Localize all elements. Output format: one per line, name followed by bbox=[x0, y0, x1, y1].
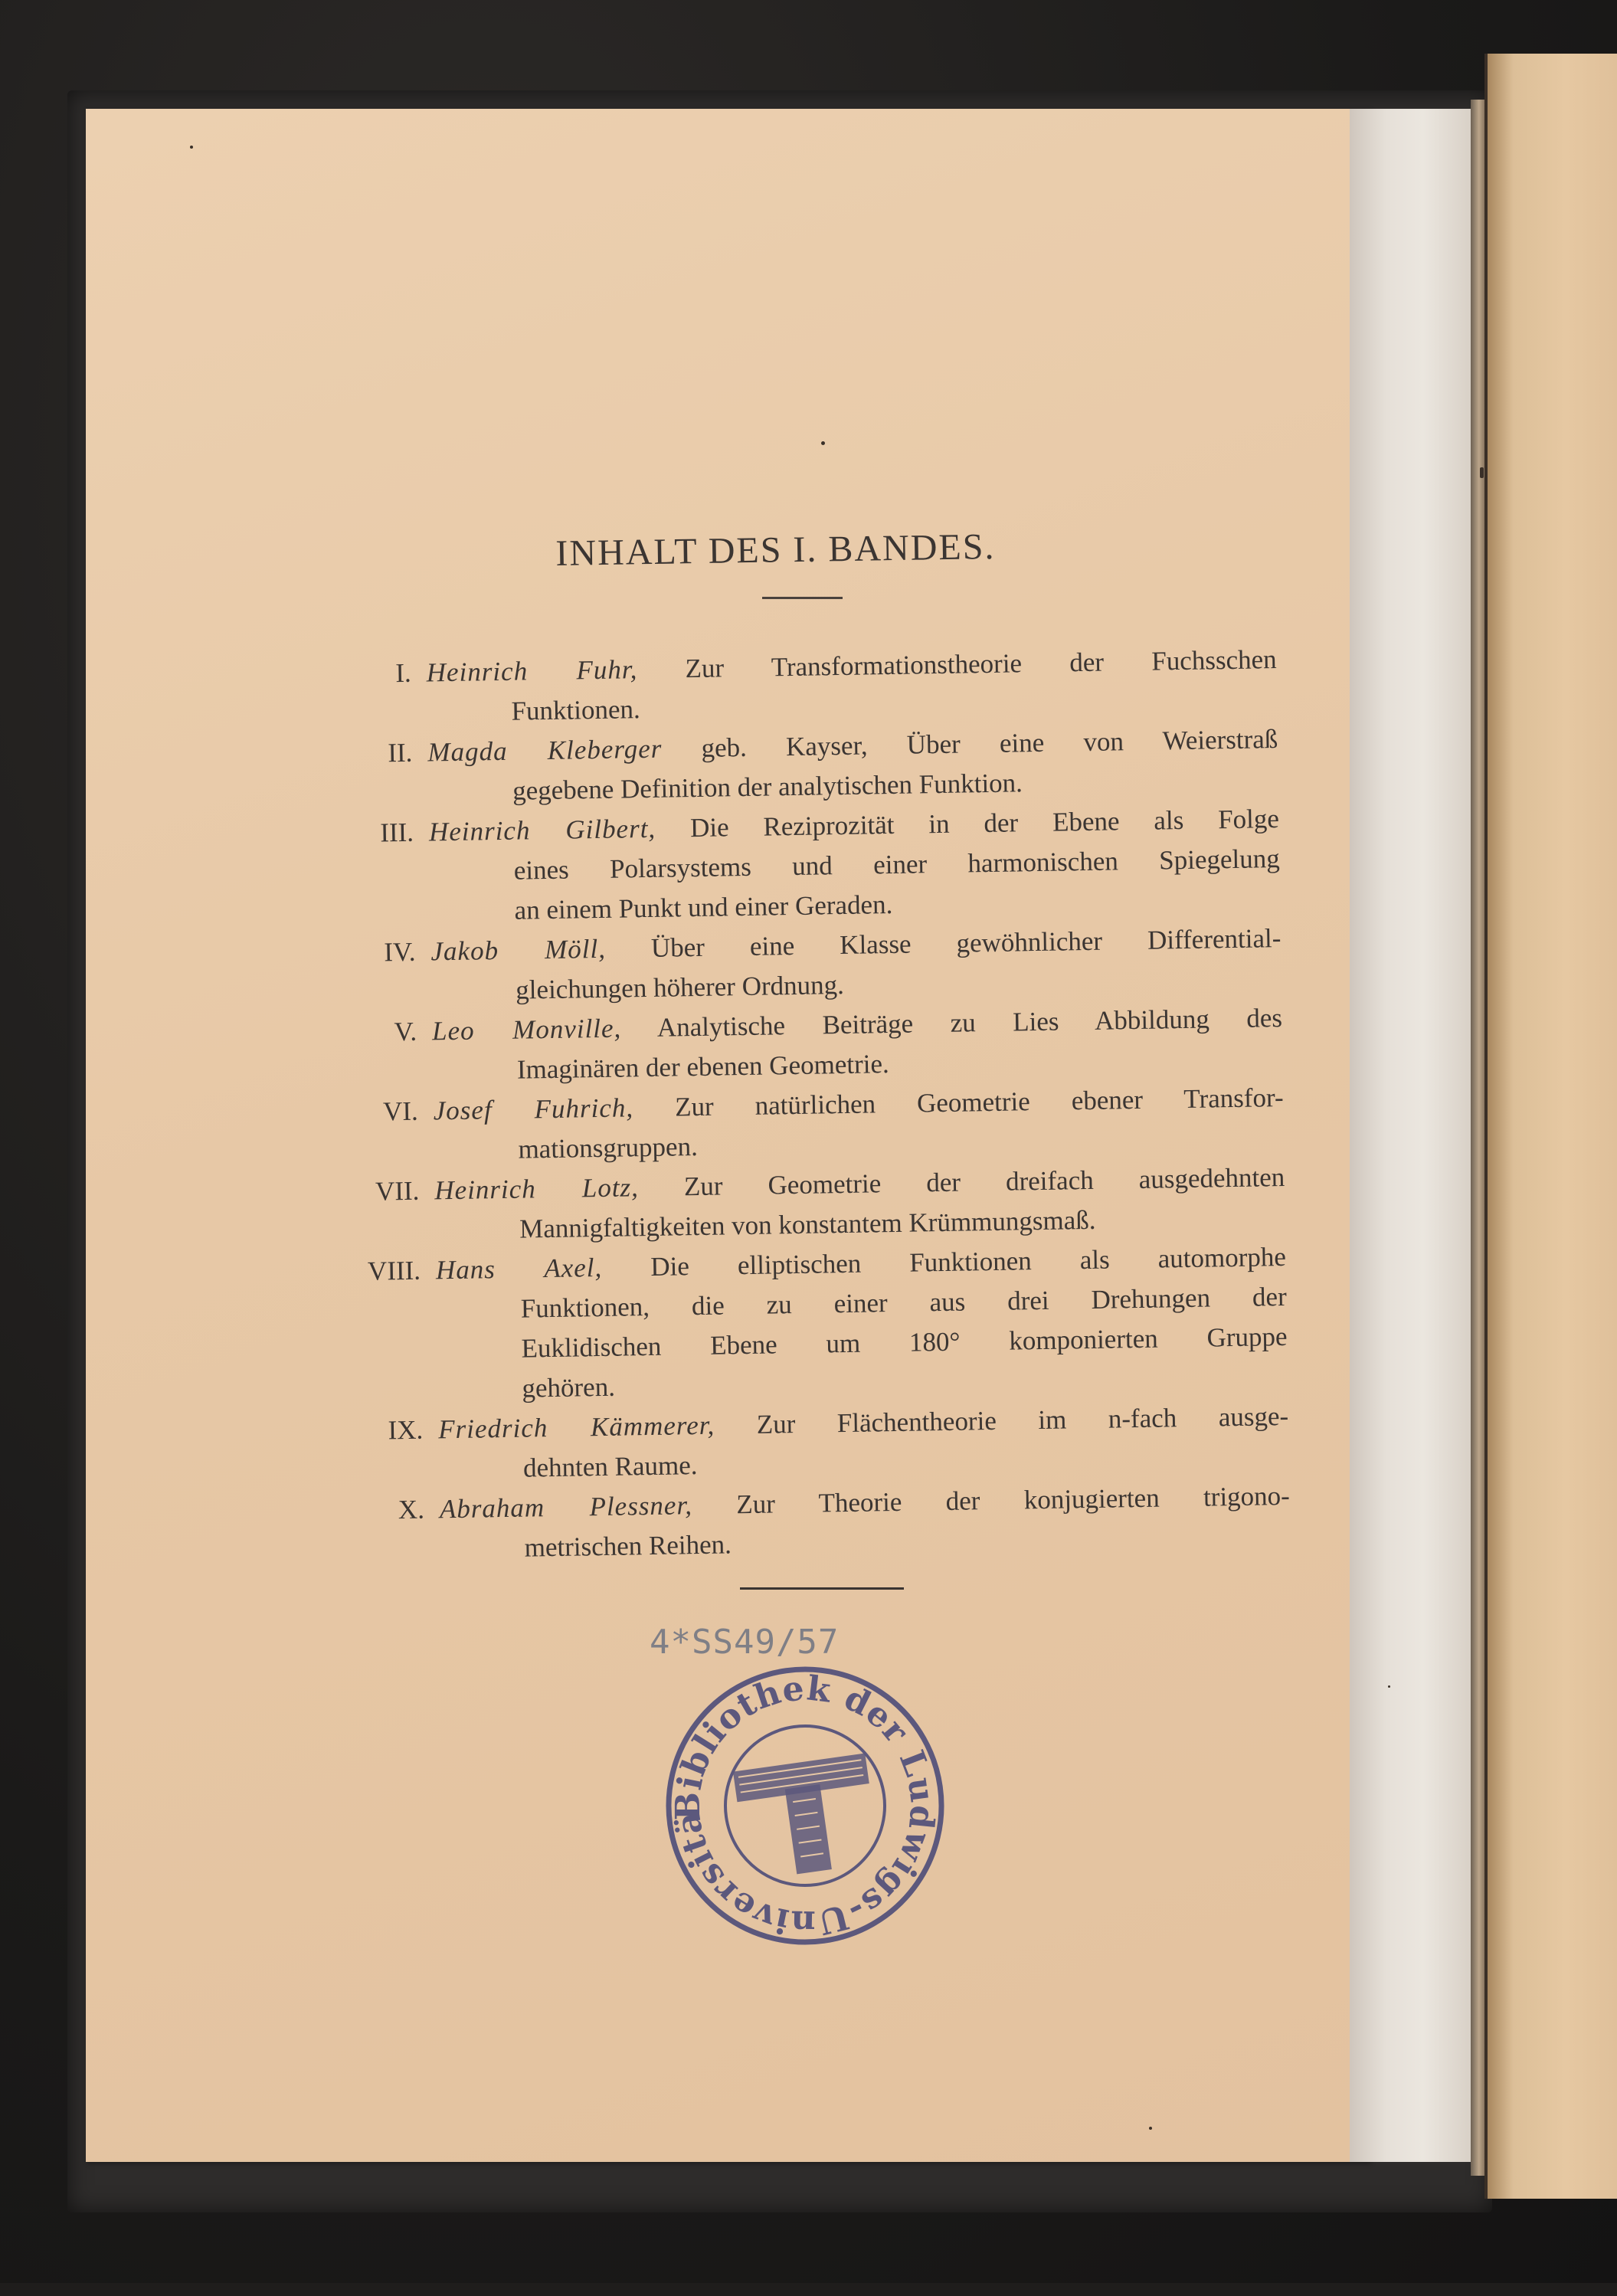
toc-line-text bbox=[440, 1481, 1290, 1525]
toc-line-text bbox=[434, 1162, 1285, 1206]
toc-entry-line bbox=[426, 644, 1276, 688]
toc-entry-number: VI. bbox=[382, 1096, 419, 1127]
toc-line-text bbox=[438, 1401, 1288, 1445]
toc-entry-line bbox=[434, 1162, 1285, 1206]
toc-line-text bbox=[513, 843, 1280, 886]
toc-author: Jakob Möll, bbox=[430, 933, 607, 967]
toc-entry-line bbox=[440, 1481, 1290, 1525]
toc-entry-line bbox=[514, 883, 1281, 926]
toc-entry-number: X. bbox=[398, 1494, 425, 1525]
toc-entry-line bbox=[523, 1441, 1290, 1484]
toc-entry-line bbox=[518, 1122, 1285, 1165]
toc-line-text bbox=[432, 1003, 1282, 1046]
toc-entry-line bbox=[427, 724, 1278, 768]
toc-line-text bbox=[519, 1202, 1286, 1245]
stamp-emblem bbox=[733, 1753, 880, 1881]
toc-line-text bbox=[516, 963, 1282, 1006]
toc-author: Josef Fuhrich, bbox=[433, 1092, 634, 1126]
toc-line-text bbox=[523, 1441, 1290, 1484]
toc-line-text bbox=[511, 684, 1278, 727]
toc-author: Hans Axel, bbox=[435, 1252, 603, 1286]
toc-title-text: Analytische Beiträge zu Lies Abbildung des bbox=[656, 1002, 1283, 1043]
toc-line-text bbox=[433, 1082, 1283, 1126]
toc-line-text bbox=[436, 1242, 1286, 1286]
toc-entry-number: IX. bbox=[388, 1414, 424, 1446]
toc-title-text: Imaginären der ebenen Geometrie. bbox=[516, 1049, 890, 1085]
toc-title-text: Zur Transformationstheorie der Fuchsschen bbox=[685, 644, 1277, 684]
paper-speck bbox=[1480, 467, 1484, 478]
toc-line-text bbox=[522, 1361, 1288, 1404]
toc-title-text: an einem Punkt und einer Geraden. bbox=[514, 889, 893, 925]
toc-author: Heinrich Fuhr, bbox=[426, 654, 638, 688]
toc-entry-line bbox=[521, 1322, 1288, 1364]
toc-entry-line bbox=[516, 963, 1282, 1006]
toc-line-text bbox=[520, 1282, 1287, 1325]
toc-entry-line bbox=[432, 1003, 1282, 1046]
library-stamp bbox=[663, 1664, 947, 1947]
toc-title-text: geb. Kayser, Über eine von Weierstraß bbox=[701, 724, 1278, 763]
toc-title-text: Funktionen. bbox=[511, 694, 641, 726]
paper-speck bbox=[190, 146, 193, 149]
toc-entry-number: VII. bbox=[375, 1175, 420, 1207]
toc-entry-line bbox=[524, 1521, 1291, 1564]
toc-title-text: gegebene Definition der analytischen Funktion. bbox=[512, 768, 1023, 806]
toc-entry-line bbox=[430, 923, 1281, 967]
toc-title-text: eines Polarsystems und einer harmonischen Spiegelung bbox=[513, 843, 1280, 886]
toc-entry-number: III. bbox=[379, 817, 414, 848]
toc-title-text: gleichungen höherer Ordnung. bbox=[515, 969, 845, 1005]
toc-author: Friedrich Kämmerer, bbox=[437, 1410, 715, 1445]
toc-entry-line bbox=[436, 1242, 1286, 1286]
toc-line-text bbox=[514, 883, 1281, 926]
toc-title-text: Zur Geometrie der dreifach ausgedehnten bbox=[683, 1161, 1285, 1202]
shelfmark-pencil-note: 4*SS49/57 bbox=[650, 1623, 840, 1662]
toc-line-text bbox=[524, 1521, 1291, 1564]
end-rule bbox=[740, 1587, 904, 1590]
toc-author: Abraham Plessner, bbox=[439, 1490, 693, 1525]
toc-title-text: metrischen Reihen. bbox=[524, 1529, 732, 1563]
toc-entry-line bbox=[522, 1361, 1288, 1404]
paper-speck bbox=[1388, 1685, 1390, 1688]
toc-line-text bbox=[521, 1322, 1288, 1364]
toc-line-text bbox=[517, 1043, 1284, 1086]
toc-entry-line bbox=[519, 1202, 1286, 1245]
toc-line-text bbox=[512, 764, 1279, 807]
toc-entry-line bbox=[438, 1401, 1288, 1445]
toc-title-text: Mannigfaltigkeiten von konstantem Krümmungsmaß. bbox=[519, 1204, 1096, 1244]
toc-title-text: Die Reziprozität in der Ebene als Folge bbox=[689, 804, 1280, 843]
toc-author: Leo Monville, bbox=[431, 1013, 622, 1046]
toc-entry-line bbox=[511, 684, 1278, 727]
toc-author: Heinrich Lotz, bbox=[434, 1172, 640, 1206]
toc-title-text: mationsgruppen. bbox=[518, 1131, 699, 1164]
toc-line-text bbox=[426, 644, 1276, 688]
toc-author: Heinrich Gilbert, bbox=[428, 813, 656, 847]
toc-title-text: Funktionen, die zu einer aus drei Drehungen der bbox=[520, 1281, 1287, 1324]
paper-speck bbox=[821, 441, 825, 445]
toc-title-text: Zur Flächentheorie im n-fach ausge- bbox=[756, 1400, 1289, 1440]
toc-entry-number: V. bbox=[394, 1016, 417, 1047]
paper-speck bbox=[1149, 2127, 1152, 2130]
toc-entry-number: VIII. bbox=[367, 1255, 421, 1286]
toc-entry-line bbox=[429, 804, 1279, 847]
toc-entry-line bbox=[433, 1082, 1283, 1126]
toc-entry-line bbox=[520, 1282, 1287, 1325]
toc-entry-line bbox=[513, 843, 1280, 886]
toc-author: Magda Kleberger bbox=[427, 733, 663, 768]
toc-entry-line bbox=[512, 764, 1279, 807]
toc-entry-number: II. bbox=[388, 737, 413, 768]
toc-line-text bbox=[429, 804, 1279, 847]
toc-title-text: Zur Theorie der konjugierten trigono- bbox=[735, 1480, 1291, 1520]
toc-title-text: dehnten Raume. bbox=[522, 1450, 698, 1483]
toc-title-text: Zur natürlichen Geometrie ebener Transfor- bbox=[674, 1082, 1284, 1122]
toc-line-text bbox=[518, 1122, 1285, 1165]
toc-title-text: Über eine Klasse gewöhnlicher Differential- bbox=[650, 922, 1281, 963]
stamp-text: Bibliothek der Ludwigs-Universität bbox=[668, 1669, 942, 1943]
toc-title-text: Die elliptischen Funktionen als automorphe bbox=[650, 1241, 1287, 1282]
toc-entry-number: I. bbox=[395, 657, 412, 689]
toc-title-text: gehören. bbox=[522, 1371, 616, 1403]
toc-line-text bbox=[430, 923, 1281, 967]
toc-line-text bbox=[427, 724, 1278, 768]
page-title: INHALT DES I. BANDES. bbox=[555, 526, 996, 574]
toc-entry-line bbox=[517, 1043, 1284, 1086]
toc-title-text: Euklidischen Ebene um 180° komponierten Gruppe bbox=[521, 1321, 1288, 1364]
toc-entry-number: IV. bbox=[383, 936, 416, 968]
